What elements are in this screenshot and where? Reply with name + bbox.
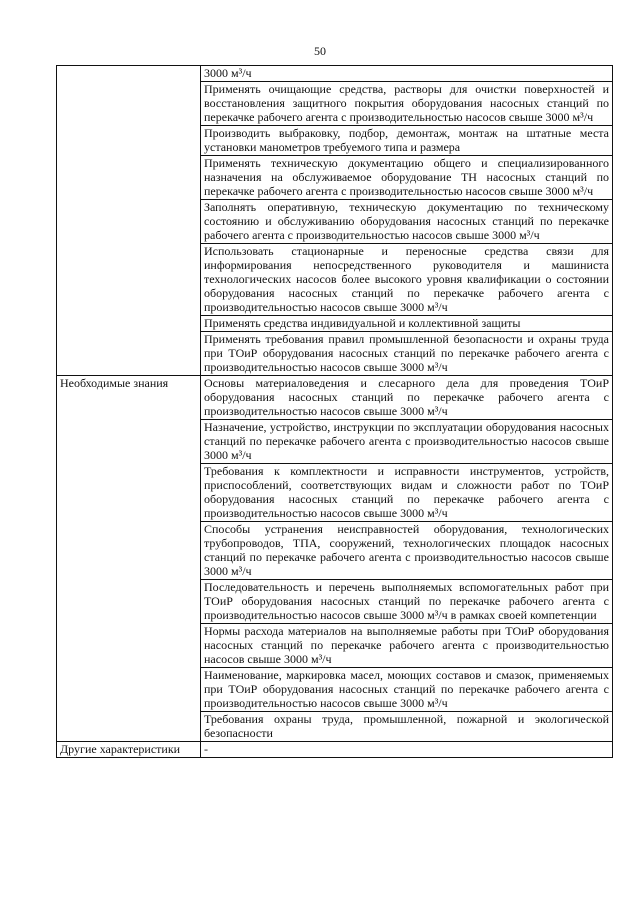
skills-label-cell: [57, 66, 201, 376]
other-label: Другие характеристики: [57, 742, 201, 758]
table-cell: Производить выбраковку, подбор, демонтаж, монтаж на штатные места установки манометров требуемого типа и размера: [201, 126, 613, 156]
table-cell: Требования к комплектности и исправности инструментов, устройств, приспособлений, соответствующих видам и сложности работ по ТОиР оборудования насосных станций по перекачке рабочего агента с производительностью насосов свыше 3000 м³/ч: [201, 464, 613, 522]
page-number: 50: [314, 44, 326, 58]
table-cell: Применять средства индивидуальной и коллективной защиты: [201, 316, 613, 332]
table-cell: Использовать стационарные и переносные средства связи для информирования непосредственного руководителя и машиниста технологических насосов более высокого уровня квалификации о состоянии оборудования насосных станций по перекачке рабочего агента с производительностью насосов свыше 3000 м³/ч: [201, 244, 613, 316]
knowledge-label: Необходимые знания: [57, 376, 201, 742]
table-cell: 3000 м³/ч: [201, 66, 613, 82]
table-cell: Способы устранения неисправностей оборудования, технологических трубопроводов, ТПА, сооружений, технологических площадок насосных станций по перекачке рабочего агента с производительностью насосов свыше 3000 м³/ч: [201, 522, 613, 580]
table-row: [57, 66, 613, 82]
table-cell: Последовательность и перечень выполняемых вспомогательных работ при ТОиР оборудования насосных станций по перекачке рабочего агента с производительностью насосов свыше 3000 м³/ч в рамках своей компетенции: [201, 580, 613, 624]
table-cell: Заполнять оперативную, техническую документацию по техническому состоянию и обслуживанию оборудования насосных станций по перекачке рабочего агента с производительностью насосов свыше 3000 м³/ч: [201, 200, 613, 244]
table-row: [57, 742, 613, 758]
competency-table: [56, 65, 613, 758]
table-cell: Назначение, устройство, инструкции по эксплуатации оборудования насосных станций по перекачке рабочего агента с производительностью насосов свыше 3000 м³/ч: [201, 420, 613, 464]
table-cell: Требования охраны труда, промышленной, пожарной и экологической безопасности: [201, 712, 613, 742]
other-value: -: [201, 742, 613, 758]
table-cell: Применять требования правил промышленной безопасности и охраны труда при ТОиР оборудования насосных станций по перекачке рабочего агента с производительностью насосов свыше 3000 м³/ч: [201, 332, 613, 376]
table-cell: Применять техническую документацию общего и специализированного назначения на обслуживаемое оборудование ТН насосных станций по перекачке рабочего агента с производительностью насосов свыше 3000 м³/ч: [201, 156, 613, 200]
table-cell: Наименование, маркировка масел, моющих составов и смазок, применяемых при ТОиР оборудования насосных станций по перекачке рабочего агента с производительностью насосов свыше 3000 м³/ч: [201, 668, 613, 712]
table-cell: Нормы расхода материалов на выполняемые работы при ТОиР оборудования насосных станций по перекачке рабочего агента с производительностью насосов свыше 3000 м³/ч: [201, 624, 613, 668]
table-cell: Применять очищающие средства, растворы для очистки поверхностей и восстановления защитного покрытия оборудования насосных станций по перекачке рабочего агента с производительностью насосов свыше 3000 м³/ч: [201, 82, 613, 126]
table-cell: Основы материаловедения и слесарного дела для проведения ТОиР оборудования насосных станций по перекачке рабочего агента с производительностью насосов свыше 3000 м³/ч: [201, 376, 613, 420]
table-row: [57, 376, 613, 420]
